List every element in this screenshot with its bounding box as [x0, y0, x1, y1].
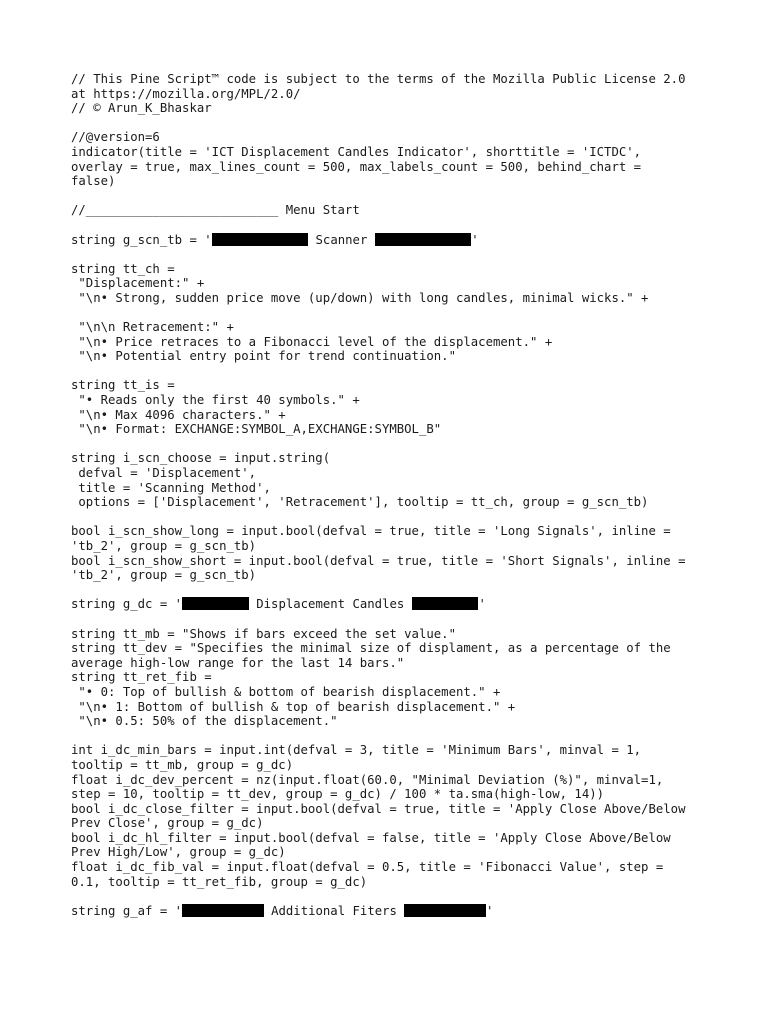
blank-line [71, 116, 711, 131]
section-title: Scanner [308, 232, 375, 247]
blank-line [71, 189, 711, 204]
code-line: // © Arun_K_Bhaskar [71, 101, 212, 116]
code-text: string g_af = ' [71, 903, 183, 918]
code-line: "\n\n Retracement:" + [71, 320, 234, 335]
code-line: bool i_dc_hl_filter = input.bool(defval = false, title = 'Apply Close Above/Below [71, 830, 671, 845]
blank-line [71, 583, 711, 598]
section-header-line [71, 233, 711, 248]
code-line: "\n• Strong, sudden price move (up/down) with long candles, minimal wicks." + [71, 290, 649, 305]
section-title: Additional Fiters [263, 903, 405, 918]
code-line: 'tb_2', group = g_scn_tb) [71, 568, 257, 583]
code-text: string g_scn_tb = ' [71, 232, 212, 247]
code-line: indicator(title = 'ICT Displacement Candles Indicator', shorttitle = 'ICTDC', [71, 144, 642, 159]
code-line: "• 0: Top of bullish & bottom of bearish displacement." + [71, 684, 501, 699]
code-line: "\n• 0.5: 50% of the displacement." [71, 714, 338, 729]
code-line: bool i_scn_show_short = input.bool(defval = true, title = 'Short Signals', inline = [71, 553, 686, 568]
code-line: // This Pine Script™ code is subject to the terms of the Mozilla Public License 2.0 [71, 72, 686, 86]
code-line: at https://mozilla.org/MPL/2.0/ [71, 86, 301, 101]
code-text: ' [478, 597, 486, 612]
code-line: string i_scn_choose = input.string( [71, 451, 331, 466]
blank-line [71, 729, 711, 744]
blank-line [71, 218, 711, 233]
code-line: int i_dc_min_bars = input.int(defval = 3, title = 'Minimum Bars', minval = 1, [71, 743, 642, 758]
code-line: "Displacement:" + [71, 276, 205, 291]
code-document [71, 72, 711, 918]
blank-line [71, 889, 711, 904]
code-line: bool i_dc_close_filter = input.bool(defval = true, title = 'Apply Close Above/Below [71, 801, 686, 816]
code-line: "\n• Potential entry point for trend continuation." [71, 349, 456, 364]
code-line: false) [71, 174, 116, 189]
code-line: bool i_scn_show_long = input.bool(defval = true, title = 'Long Signals', inline = [71, 524, 671, 539]
code-line: options = ['Displacement', 'Retracement'], tooltip = tt_ch, group = g_scn_tb) [71, 495, 649, 510]
section-header-line [71, 904, 711, 919]
code-line: "\n• Max 4096 characters." + [71, 407, 286, 422]
block-bar-left [182, 904, 264, 917]
blank-line [71, 306, 711, 321]
code-text: string g_dc = ' [71, 597, 183, 612]
blank-line [71, 437, 711, 452]
code-line: string tt_ch = [71, 261, 175, 276]
code-line: Prev Close', group = g_dc) [71, 816, 264, 831]
code-line: average high-low range for the last 14 bars." [71, 655, 405, 670]
code-line: "\n• Price retraces to a Fibonacci level of the displacement." + [71, 334, 553, 349]
block-bar-left [182, 597, 249, 610]
code-line: overlay = true, max_lines_count = 500, max_labels_count = 500, behind_chart = [71, 159, 642, 174]
code-line: float i_dc_dev_percent = nz(input.float(60.0, "Minimal Deviation (%)", minval=1, [71, 772, 664, 787]
section-header-line [71, 597, 711, 612]
block-bar-right [404, 904, 486, 917]
code-line: 0.1, tooltip = tt_ret_fib, group = g_dc) [71, 874, 368, 889]
code-line: string tt_is = [71, 378, 175, 393]
blank-line [71, 510, 711, 525]
block-bar-right [412, 597, 479, 610]
code-line: //__________________________ Menu Start [71, 203, 360, 218]
code-line: //@version=6 [71, 130, 160, 145]
code-line: "\n• 1: Bottom of bullish & top of bearish displacement." + [71, 699, 516, 714]
code-line: string tt_dev = "Specifies the minimal size of displament, as a percentage of the [71, 641, 671, 656]
blank-line [71, 247, 711, 262]
code-line: "\n• Format: EXCHANGE:SYMBOL_A,EXCHANGE:SYMBOL_B" [71, 422, 442, 437]
code-line: defval = 'Displacement', [71, 466, 257, 481]
code-line: title = 'Scanning Method', [71, 480, 271, 495]
code-line: string tt_mb = "Shows if bars exceed the set value." [71, 626, 456, 641]
code-text: ' [485, 903, 494, 918]
code-line: 'tb_2', group = g_scn_tb) [71, 539, 257, 553]
code-line: Prev High/Low', group = g_dc) [71, 845, 286, 860]
code-line: float i_dc_fib_val = input.float(defval = 0.5, title = 'Fibonacci Value', step = [71, 860, 664, 875]
block-bar-left [212, 233, 308, 246]
code-line: "• Reads only the first 40 symbols." + [71, 393, 360, 408]
code-text: ' [471, 232, 479, 247]
section-title: Displacement Candles [248, 597, 412, 612]
code-line: step = 10, tooltip = tt_dev, group = g_dc) / 100 * ta.sma(high-low, 14)) [71, 787, 605, 802]
block-bar-right [375, 233, 471, 246]
code-line: string tt_ret_fib = [71, 670, 212, 685]
code-line: tooltip = tt_mb, group = g_dc) [71, 757, 294, 772]
blank-line [71, 612, 711, 627]
blank-line [71, 364, 711, 379]
